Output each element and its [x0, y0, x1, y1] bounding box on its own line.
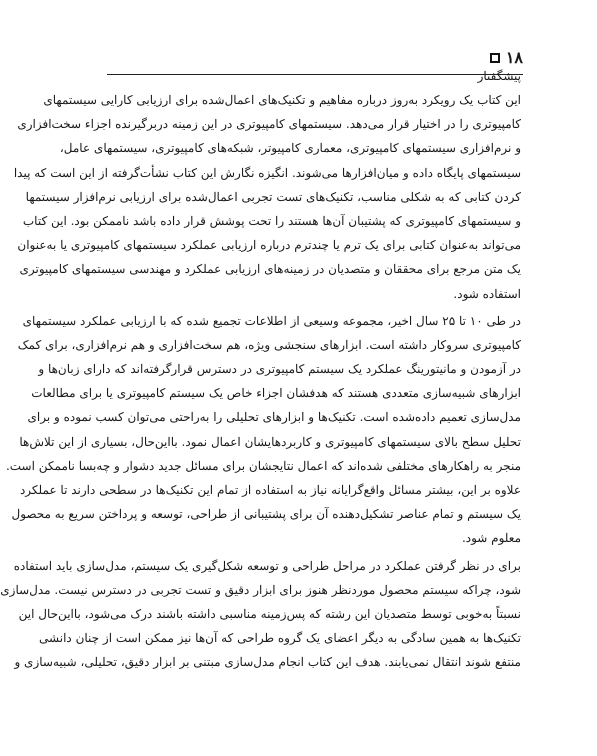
text-line: سیستمهای پایگاه داده و میان‌افزارها می‌شوند. انگیزه نگارش این کتاب نشأت‌گرفته از این است که پیدا	[13, 165, 521, 180]
text-line: نسبتاً به‌خوبی توسط متصدیان این رشته که پس‌زمینه مناسبی داشته باشند درک می‌شود، بااین‌حال این	[18, 606, 521, 621]
section-title: پیشگفتار	[477, 69, 521, 83]
text-line: علاوه بر این، بیشتر مسائل واقع‌گرایانه نیاز به استفاده از تمام این تکنیک‌ها در سطحی دارند تا عملکرد	[19, 483, 521, 497]
text-line: استفاده شود.	[453, 286, 521, 301]
text-line: شود، چراکه سیستم محصول موردنظر هنوز برای ابزار دقیق و تست تجربی در دسترس نیست. مدل‌سازی	[0, 582, 521, 597]
text-line: این کتاب یک رویکرد به‌روز درباره مفاهیم و تکنیک‌های اعمال‌شده برای ارزیابی کارایی سیستمهای	[43, 93, 521, 107]
text-line: می‌تواند به‌عنوان کتابی برای یک ترم یا چندترم درباره ارزیابی عملکرد سیستمهای کامپیوتری یا به‌عنوان	[17, 238, 521, 253]
text-line: در آزمودن و مانیتورینگ عملکرد یک سیستم کامپیوتری در دسترس قرارگرفته‌اند که دارای زبان‌ها و	[38, 362, 521, 377]
text-line: مدل‌سازی تعمیم داده‌شده است. تکنیک‌ها و ابزارهای تحلیلی را به‌راحتی می‌توان کسب نموده و برای	[27, 410, 521, 425]
paragraph	[13, 88, 521, 306]
paragraph	[5, 309, 521, 551]
text-line: تحلیل سطح بالای سیستمهای کامپیوتری و کاربردهایشان اعمال نمود. بااین‌حال، بسیاری از این تلاش‌ها	[19, 434, 521, 449]
text-line: معلوم شود.	[461, 531, 521, 546]
text-line: یک متن مرجع برای محققان و متصدیان در زمینه‌های ارزیابی عملکرد و مهندسی سیستمهای کامپیوتری	[19, 262, 521, 277]
text-line: و سیستمهای کامپیوتری که پشتیبان آن‌ها هستند را تحت پوشش قرار داده باشد ناممکن بود. این کتاب	[22, 213, 521, 228]
text-line: منتفع شوند انتقال نمی‌یابند. هدف این کتاب انجام مدل‌سازی مبتنی بر ابزار دقیق، تحلیلی، شبیه‌سازی و	[14, 655, 521, 670]
text-line: کامپیوتری را در اختیار قرار می‌دهد. سیستمهای کامپیوتری در این زمینه دربرگیرنده اجزاء سخت‌افزاری	[17, 117, 521, 132]
page-number: ۱۸	[505, 48, 523, 67]
text-line: ابزارهای شبیه‌سازی متعددی هستند که هدفشان اجزاء خاص یک سیستم کامپیوتری یا برای مطالعات	[31, 386, 521, 401]
text-line: در طی ۱۰ تا ۲۵ سال اخیر، مجموعه وسیعی از اطلاعات تجمیع شده که با ارزیابی عملکرد سیستمهای	[22, 313, 521, 328]
text-line: منجر به راهکارهای مختلفی شده‌اند که اعمال نتایجشان برای مسائل جدید دشوار و چه‌بسا ناممکن است.	[5, 458, 521, 473]
text-line: کامپیوتری سروکار داشته است. ابزارهای سنجشی ویژه، هم سخت‌افزاری و هم نرم‌افزاری، برای کمک	[17, 337, 521, 352]
square-box-icon	[490, 53, 500, 63]
text-line: تکنیک‌ها به همین سادگی به دیگر اعضای یک گروه طراحی که آن‌ها نیز ممکن است از چنان دانشی	[39, 631, 521, 646]
text-line: برای در نظر گرفتن عملکرد در مراحل طراحی و توسعه شکل‌گیری یک سیستم، مدل‌سازی باید استفاده	[13, 558, 521, 573]
paragraph	[0, 554, 521, 675]
text-line: و نرم‌افزاری سیستمهای کامپیوتری، معماری کامپیوتر، شبکه‌های کامپیوتری، سیستمهای عامل،	[59, 141, 521, 156]
text-line: کردن کتابی که به شکلی مناسب، تکنیک‌های تست تجربی اعمال‌شده برای ارزیابی نرم‌افزار سیستمها	[25, 189, 521, 204]
paragraphs-container	[0, 88, 521, 675]
text-line: یک سیستم و تمام عناصر تشکیل‌دهنده آن برای پشتیبانی از طراحی، توسعه و پرداختن سریع به محصول	[11, 507, 521, 522]
page-body	[0, 64, 521, 675]
